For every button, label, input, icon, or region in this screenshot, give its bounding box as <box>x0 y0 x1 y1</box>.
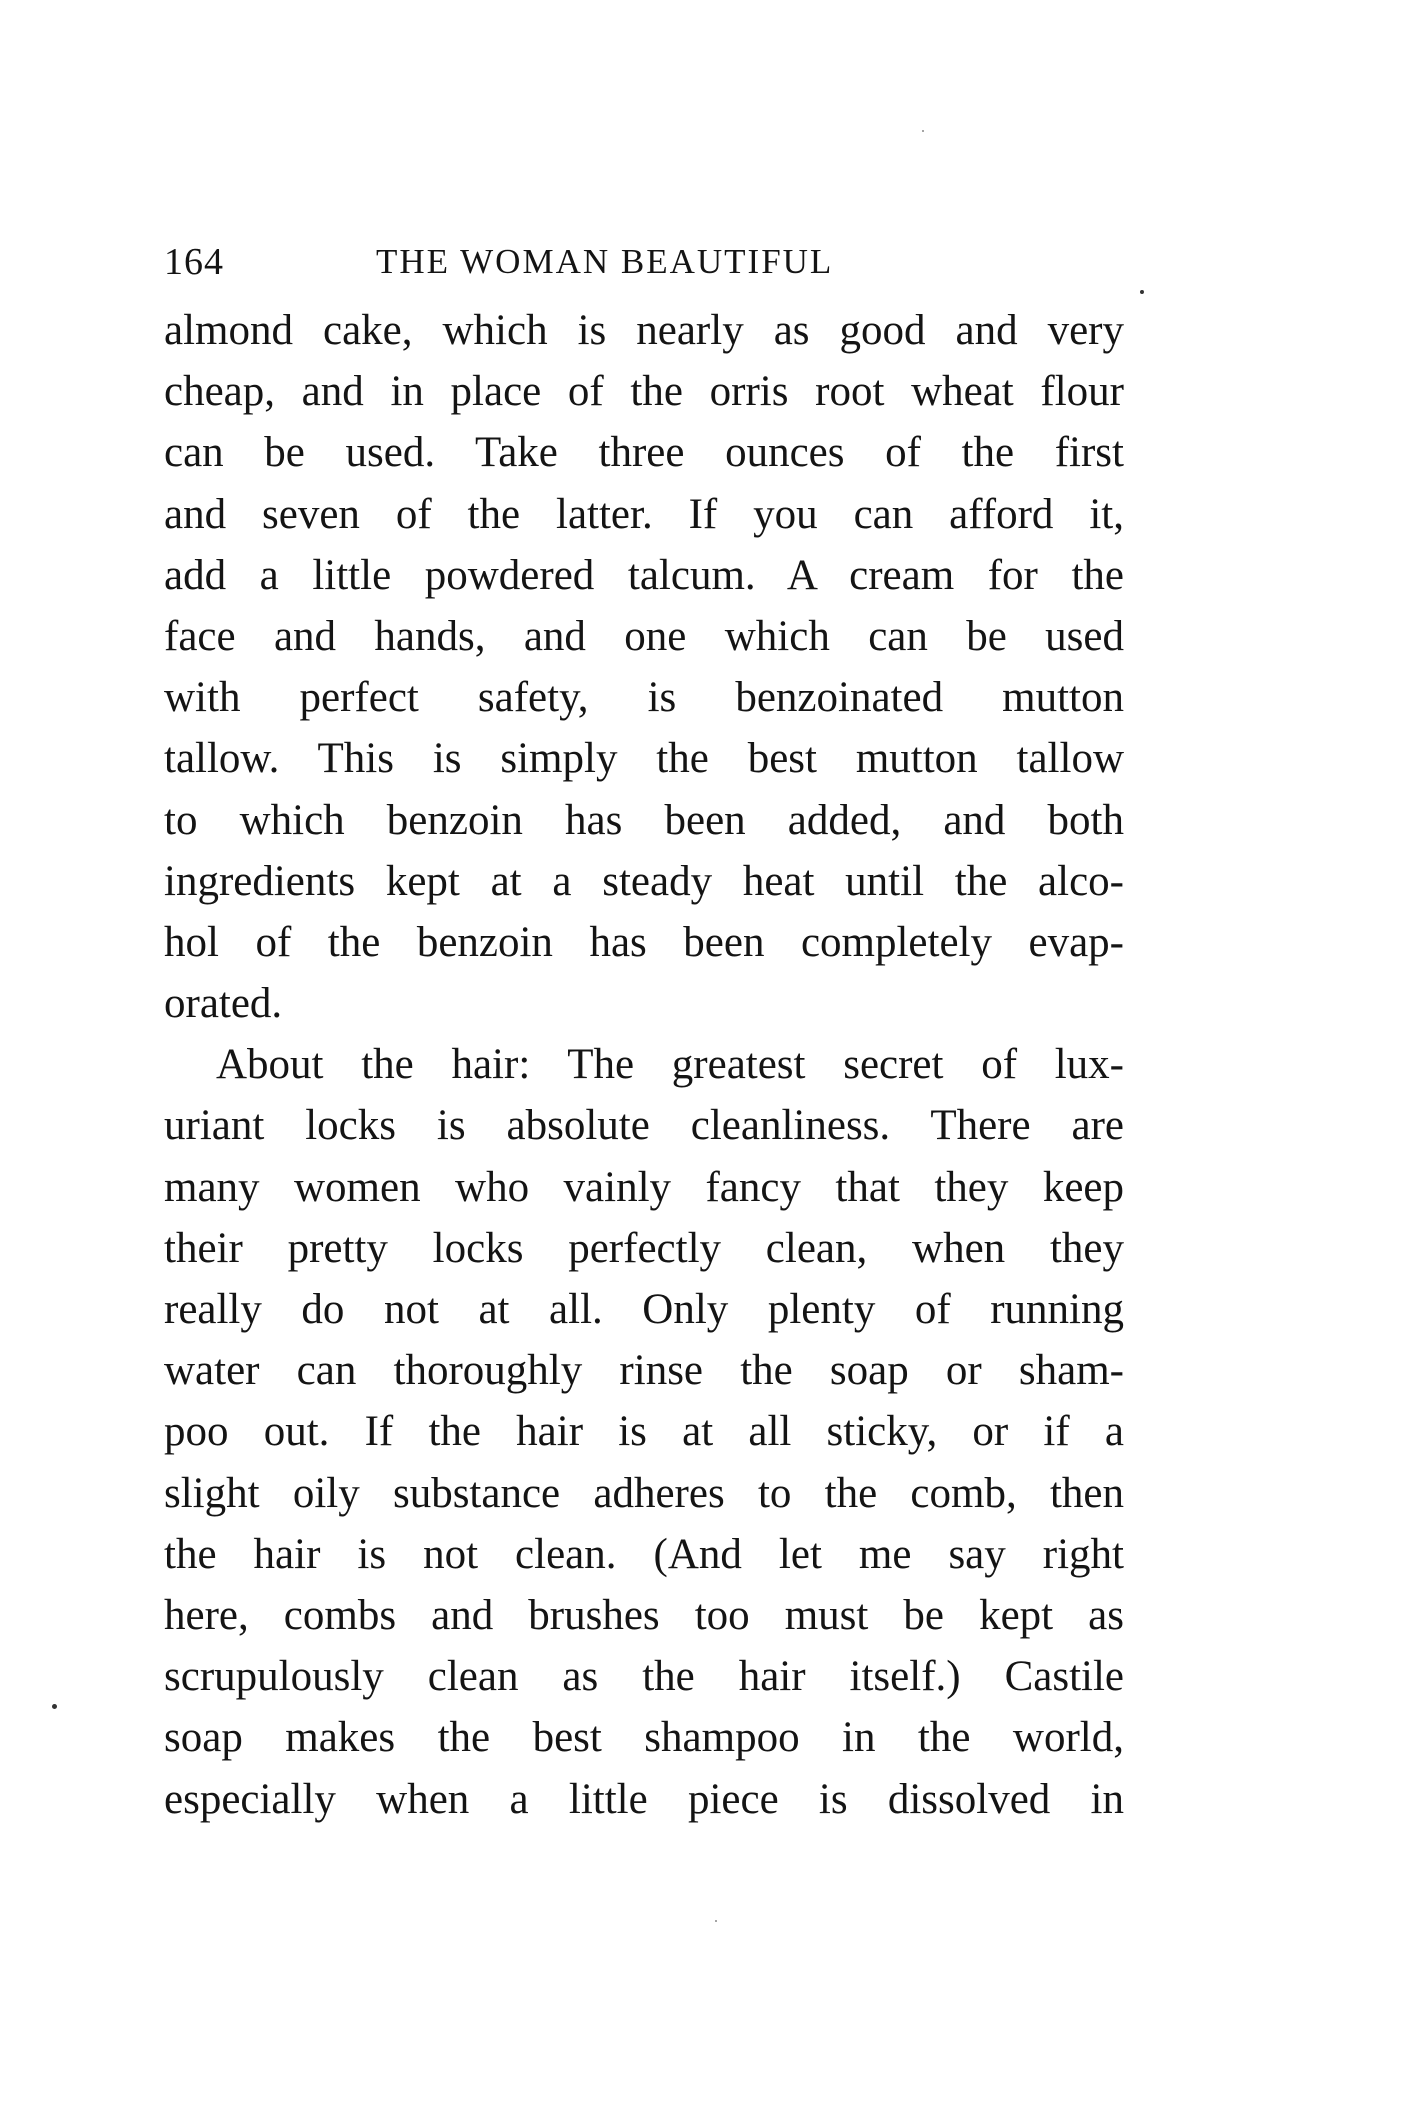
page-header <box>164 240 1124 290</box>
text-line: to which benzoin has been added, and both <box>164 796 1124 844</box>
text-line: cheap, and in place of the orris root wheat flour <box>164 368 1124 416</box>
text-line: hol of the benzoin has been completely evap- <box>164 918 1124 966</box>
page-number: 164 <box>164 241 224 283</box>
print-speck <box>922 130 924 132</box>
running-head: THE WOMAN BEAUTIFUL <box>376 242 834 281</box>
text-line: orated. <box>164 980 283 1028</box>
text-line: almond cake, which is nearly as good and very <box>164 307 1124 354</box>
text-line: soap makes the best shampoo in the world, <box>164 1714 1124 1762</box>
print-speck <box>52 1704 57 1709</box>
text-line: About the hair: The greatest secret of lux- <box>216 1041 1124 1089</box>
text-line: uriant locks is absolute cleanliness. There are <box>164 1102 1124 1150</box>
text-line: slight oily substance adheres to the comb, then <box>164 1469 1124 1517</box>
text-line: water can thoroughly rinse the soap or sham- <box>164 1347 1124 1395</box>
text-line: really do not at all. Only plenty of running <box>164 1286 1124 1333</box>
text-line: here, combs and brushes too must be kept as <box>164 1591 1124 1639</box>
text-line: scrupulously clean as the hair itself.) Castile <box>164 1653 1124 1701</box>
text-line: their pretty locks perfectly clean, when they <box>164 1224 1124 1272</box>
text-line: ingredients kept at a steady heat until the alco- <box>164 857 1124 905</box>
text-line: can be used. Take three ounces of the first <box>164 429 1124 477</box>
text-line: tallow. This is simply the best mutton tallow <box>164 735 1124 783</box>
text-line: add a little powdered talcum. A cream for the <box>164 551 1124 599</box>
text-line: face and hands, and one which can be used <box>164 612 1124 660</box>
text-line: poo out. If the hair is at all sticky, or if a <box>164 1408 1124 1456</box>
print-speck <box>1140 290 1144 294</box>
text-line: with perfect safety, is benzoinated mutton <box>164 674 1124 722</box>
text-line: many women who vainly fancy that they keep <box>164 1163 1124 1211</box>
body-text <box>164 300 1124 1830</box>
text-line: and seven of the latter. If you can afford it, <box>164 490 1124 538</box>
print-speck <box>715 1920 717 1922</box>
text-line: the hair is not clean. (And let me say right <box>164 1530 1124 1578</box>
text-line: especially when a little piece is dissolved in <box>164 1775 1124 1823</box>
